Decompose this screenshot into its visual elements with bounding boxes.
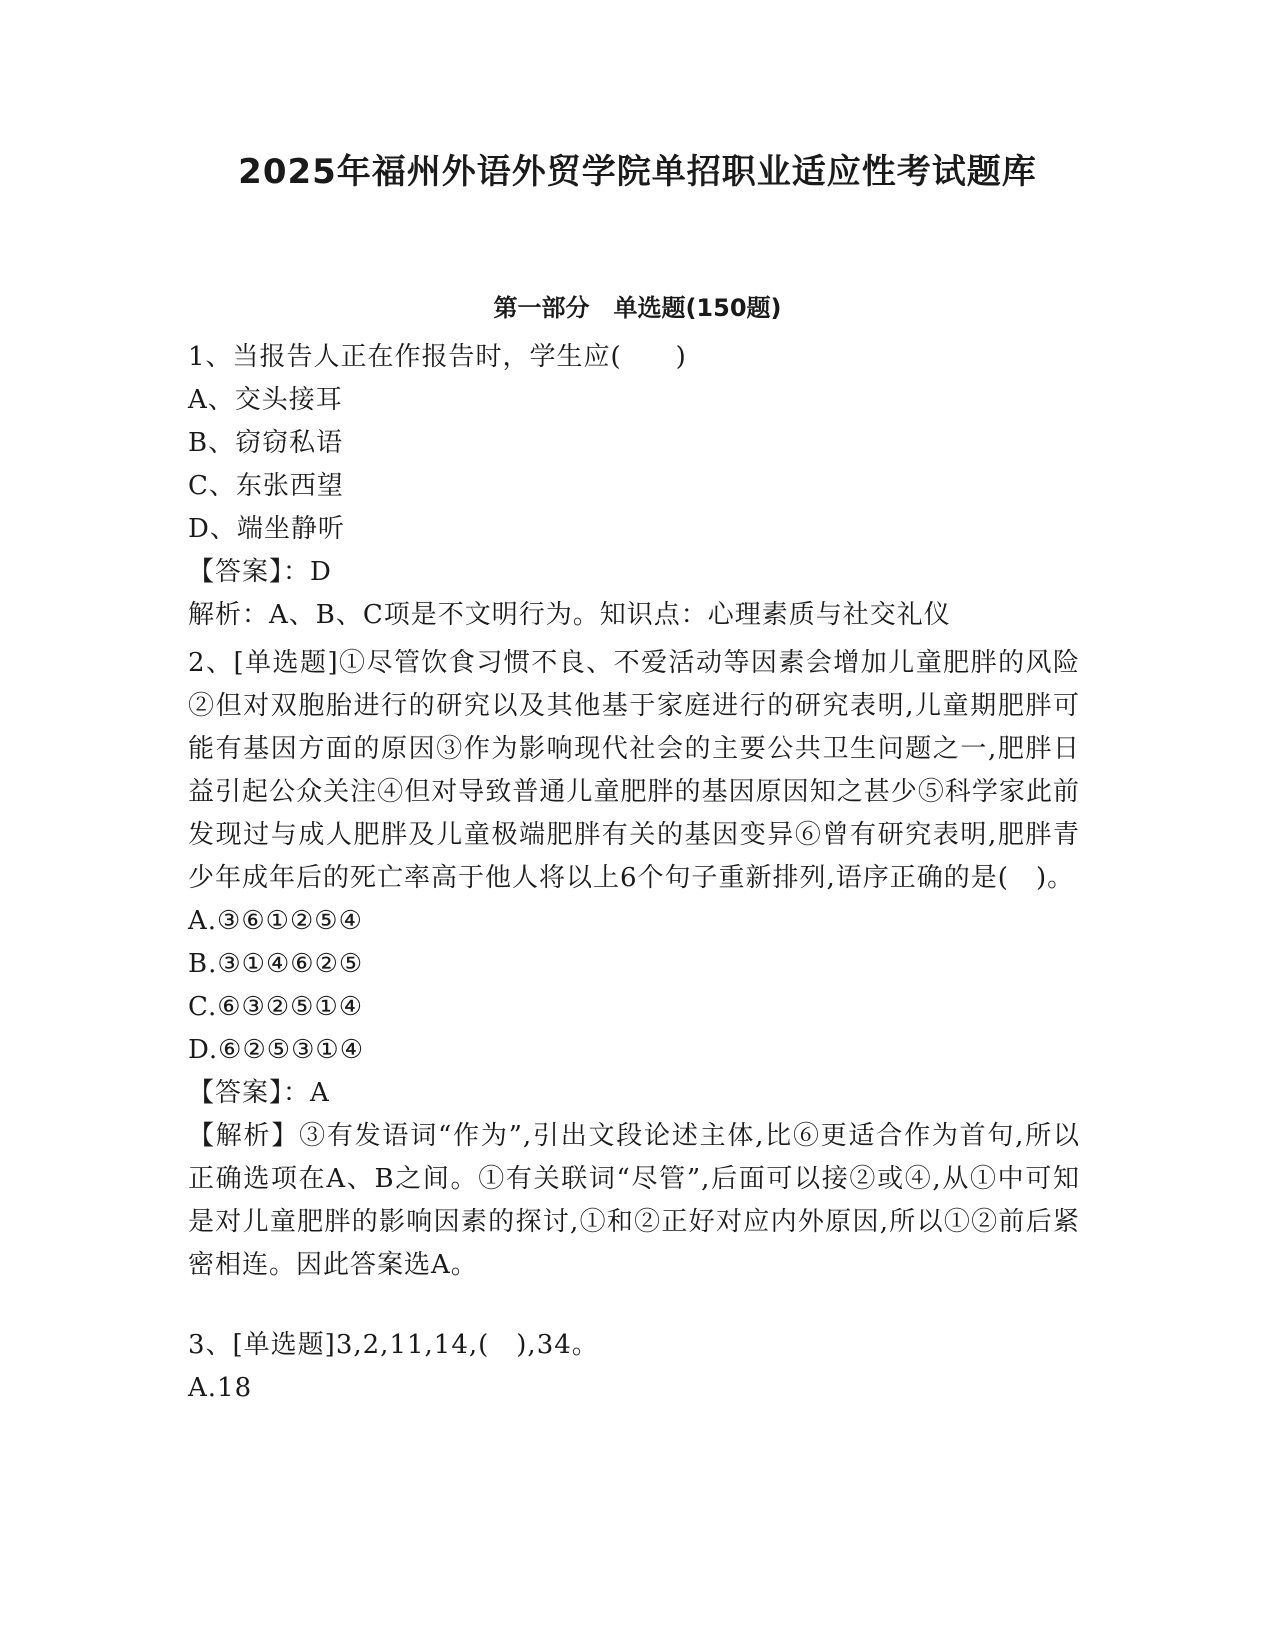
section-title: 第一部分 单选题(150题)	[493, 294, 782, 322]
question-3	[188, 1324, 1080, 1410]
question-stem: 2、[单选题]①尽管饮食习惯不良、不爱活动等因素会增加儿童肥胖的风险②但对双胞胎进行的研究以及其他基于家庭进行的研究表明,儿童期肥胖可能有基因方面的原因③作为影响现代社会的主要公共卫生问题之一,肥胖日益引起公众关注④但对导致普通儿童肥胖的基因原因知之甚少⑤科学家此前发现过与成人肥胖及儿童极端肥胖有关的基因变异⑥曾有研究表明,肥胖青少年成年后的死亡率高于他人将以上6个句子重新排列,语序正确的是( )。	[188, 648, 1080, 893]
analysis: 【解析】③有发语词“作为”,引出文段论述主体,比⑥更适合作为首句,所以正确选项在A、B之间。①有关联词“尽管”,后面可以接②或④,从①中可知是对儿童肥胖的影响因素的探讨,①和②正好对应内外原因,所以①②前后紧密相连。因此答案选A。	[188, 1121, 1080, 1280]
answer: 【答案】：A	[188, 1078, 330, 1108]
analysis: 解析：A、B、C项是不文明行为。知识点：心理素质与社交礼仪	[188, 600, 951, 630]
question-stem: 3、[单选题]3,2,11,14,( ),34。	[188, 1330, 599, 1360]
option-a: A.18	[188, 1373, 253, 1403]
option-b: B.③①④⑥②⑤	[188, 949, 364, 979]
document-title: 2025年福州外语外贸学院单招职业适应性考试题库	[238, 152, 1037, 192]
question-1	[188, 336, 1080, 637]
option-a: A.③⑥①②⑤④	[188, 906, 363, 936]
option-d: D.⑥②⑤③①④	[188, 1035, 365, 1065]
option-b: B、窃窃私语	[188, 428, 344, 458]
option-d: D、端坐静听	[188, 514, 345, 544]
option-c: C、东张西望	[188, 471, 344, 501]
option-a: A、交头接耳	[188, 385, 343, 415]
question-2	[188, 642, 1080, 1287]
answer: 【答案】：D	[188, 557, 332, 587]
option-c: C.⑥③②⑤①④	[188, 992, 364, 1022]
question-stem: 1、当报告人正在作报告时，学生应( )	[188, 342, 687, 372]
